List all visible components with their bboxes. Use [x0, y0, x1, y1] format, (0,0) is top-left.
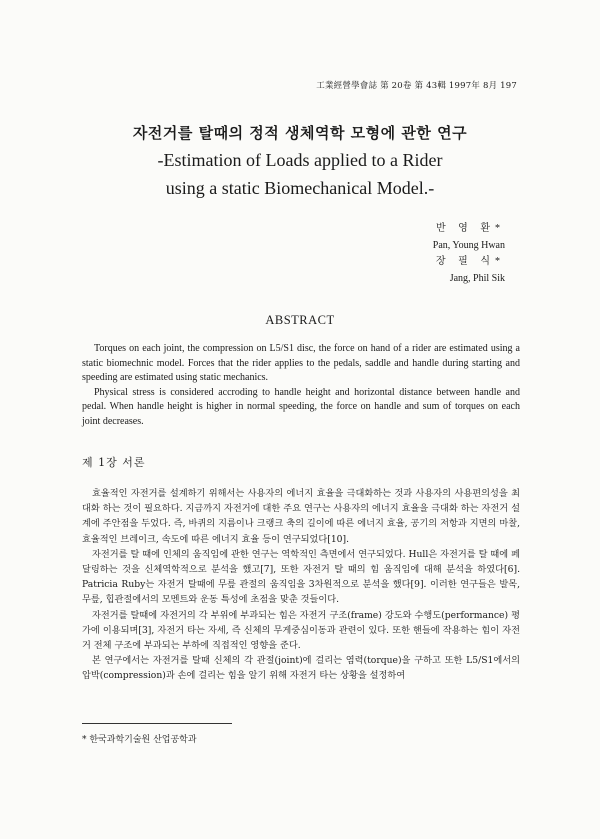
- author-2-korean: 장 필 식*: [436, 256, 505, 267]
- body-paragraph-2: 자전거를 탈 때에 인체의 움직임에 관한 연구는 역학적인 측면에서 연구되었다. Hull은 자전거를 탈 때에 페달링하는 것을 신체역학적으로 분석을 했고[7], 또한 자전거 탈 때의 힘 움직임에 대해 분석을 하였다[6]. Patricia Ruby는 자전거 탈때에 무릎 관절의 움직임을 3차원적으로 분석을 했다[9]. 이러한 연구들은 발목, 무릎, 힙관절에서의 모멘트와 운동 특성에 초점을 맞춘 것들이다.: [82, 548, 520, 606]
- footnote-divider: [82, 723, 232, 724]
- body-paragraph-3: 자전거를 탈때에 자전거의 각 부위에 부과되는 힘은 자전거 구조(frame) 강도와 수행도(performance) 평가에 이용되며[3], 자전거 타는 자세, 즉 신체의 무게중심이동과 관련이 있다. 또한 핸들에 작용하는 힘이 자전거 전체 구조에 부과되는 부하에 직접적인 영향을 준다.: [82, 609, 520, 652]
- section-heading: 제 1장 서론: [82, 456, 146, 469]
- footnote: * 한국과학기술원 산업공학과: [82, 735, 197, 745]
- author-1-english: Pan, Young Hwan: [432, 239, 505, 251]
- author-block: [305, 221, 505, 287]
- body-text: [82, 486, 520, 684]
- author-1-korean: 반 영 환*: [436, 223, 505, 234]
- journal-header: 工業經營學會誌 第 20卷 第 43輯 1997年 8月 197: [316, 81, 517, 91]
- abstract-paragraph-2: Physical stress is considered accroding to handle height and horizontal distance between handle and pedal. When handle height is higher in normal speeding, the force on handle and sum of torques on each joint decreases.: [82, 386, 520, 427]
- abstract-heading: ABSTRACT: [265, 313, 335, 327]
- abstract-body: [82, 342, 520, 430]
- english-title-line-2: using a static Biomechanical Model.-: [165, 178, 435, 198]
- english-title-line-1: -Estimation of Loads applied to a Rider: [157, 150, 443, 170]
- body-paragraph-1: 효율적인 자전거를 설계하기 위해서는 사용자의 에너지 효율을 극대화하는 것과 사용자의 사용편의성을 최대화 하는 것이 필요하다. 지금까지 자전거에 대한 주요 연구는 사용자의 에너지 효율을 극대화 하는 자전거 설계에 주안점을 두었다. 즉, 바퀴의 지름이나 크랭크 축의 길이에 따른 에너지 효율, 공기의 저항과 지면의 마찰, 효율적인 브레이크, 속도에 따른 에너지 효율 등이 연구되었다[10].: [82, 488, 520, 545]
- abstract-paragraph-1: Torques on each joint, the compression on L5/S1 disc, the force on hand of a rider are estimated using a static biomechnic model. Forces that the rider applies to the pedals, saddle and handle during starting and speeding are estimated using static mechanics.: [82, 343, 520, 384]
- body-paragraph-4: 본 연구에서는 자전거를 탈때 신체의 각 관절(joint)에 걸리는 염력(torque)을 구하고 또한 L5/S1에서의 압박(compression)과 손에 걸리는 힘을 알기 위해 자전거 타는 상황을 설정하여: [82, 655, 520, 682]
- korean-title: 자전거를 탈때의 정적 생체역학 모형에 관한 연구: [132, 124, 468, 142]
- author-2-english: Jang, Phil Sik: [449, 272, 505, 284]
